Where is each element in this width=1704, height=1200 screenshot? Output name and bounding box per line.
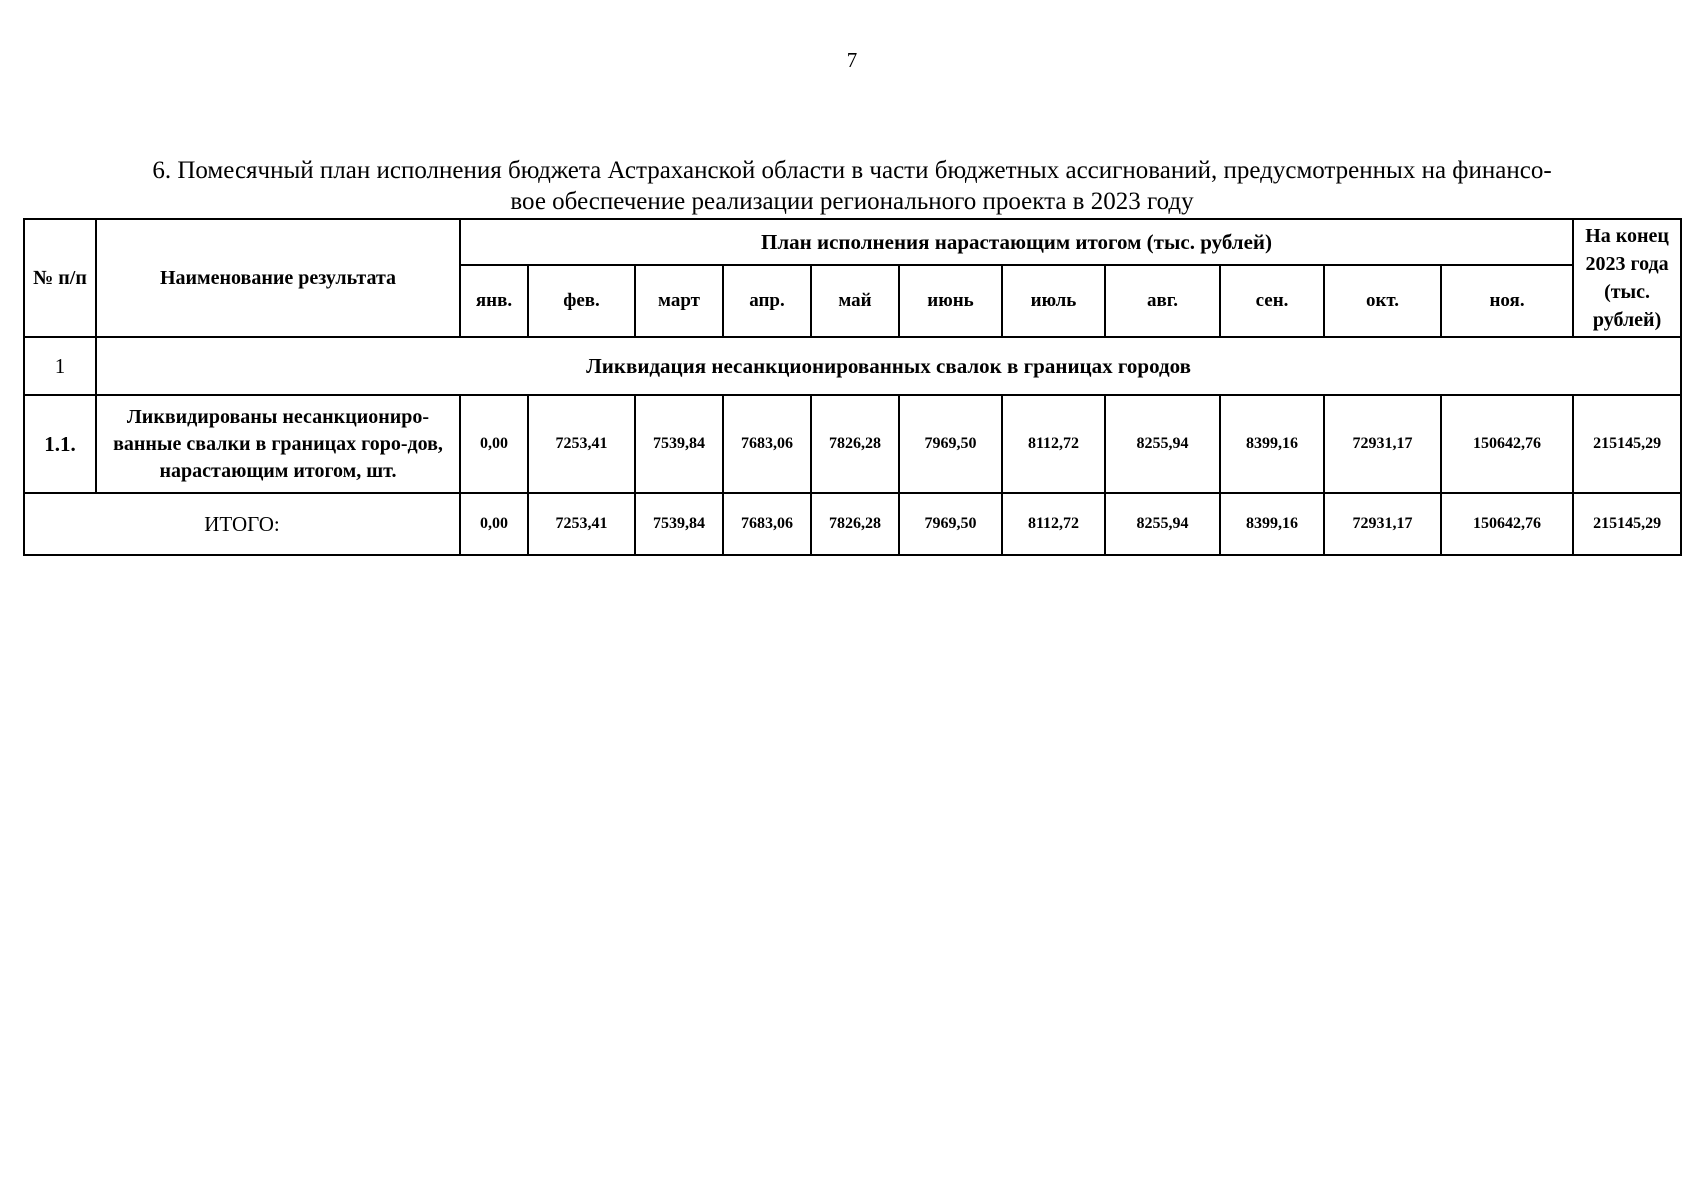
page-number: 7: [846, 48, 858, 72]
month-header: сен.: [1220, 265, 1324, 337]
result-name: Ликвидированы несанкциониро-ванные свалки в границах горо-дов, нарастающим итогом, шт.: [96, 395, 460, 493]
document-title-line-2: вое обеспечение реализации регионального проекта в 2023 году: [510, 188, 1194, 215]
result-value-cell: 8255,94: [1105, 395, 1220, 493]
total-row: [24, 493, 1681, 555]
result-value-cell: 7969,50: [899, 395, 1002, 493]
month-header: апр.: [723, 265, 811, 337]
total-value-cell: 7539,84: [635, 493, 723, 555]
month-header: янв.: [460, 265, 528, 337]
month-header: май: [811, 265, 899, 337]
col-header-result-name: Наименование результата: [96, 219, 460, 337]
result-row: [24, 395, 1681, 493]
month-header: окт.: [1324, 265, 1441, 337]
total-value-cell: 8255,94: [1105, 493, 1220, 555]
col-header-number: № п/п: [24, 219, 96, 337]
section-title: Ликвидация несанкционированных свалок в границах городов: [96, 337, 1681, 395]
col-header-plan: План исполнения нарастающим итогом (тыс. рублей): [460, 219, 1573, 265]
month-header: март: [635, 265, 723, 337]
document-title: [24, 155, 1680, 217]
result-value-cell: 7253,41: [528, 395, 635, 493]
result-number: 1.1.: [24, 395, 96, 493]
total-value-cell: 72931,17: [1324, 493, 1441, 555]
total-value-cell: 7969,50: [899, 493, 1002, 555]
total-value-cell: 7826,28: [811, 493, 899, 555]
result-value-cell: 7683,06: [723, 395, 811, 493]
total-value-cell: 150642,76: [1441, 493, 1573, 555]
total-value-cell: 8112,72: [1002, 493, 1105, 555]
result-value-cell: 7539,84: [635, 395, 723, 493]
month-header: авг.: [1105, 265, 1220, 337]
document-title-line-1: 6. Помесячный план исполнения бюджета Астраханской области в части бюджетных ассигнований, предусмотренных на финансо-: [152, 157, 1552, 184]
result-value-cell: 0,00: [460, 395, 528, 493]
total-year-end-value: 215145,29: [1573, 493, 1681, 555]
total-value-cell: 7253,41: [528, 493, 635, 555]
month-header: июнь: [899, 265, 1002, 337]
month-header: фев.: [528, 265, 635, 337]
total-label: ИТОГО:: [24, 493, 460, 555]
result-value-cell: 7826,28: [811, 395, 899, 493]
total-value-cell: 0,00: [460, 493, 528, 555]
table-header-row: [24, 219, 1681, 265]
result-value-cell: 150642,76: [1441, 395, 1573, 493]
budget-plan-table: [23, 218, 1682, 556]
month-header: июль: [1002, 265, 1105, 337]
total-value-cell: 8399,16: [1220, 493, 1324, 555]
result-value-cell: 72931,17: [1324, 395, 1441, 493]
col-header-year-end: На конец 2023 года (тыс. рублей): [1573, 219, 1681, 337]
section-row: [24, 337, 1681, 395]
month-header: ноя.: [1441, 265, 1573, 337]
result-value-cell: 8112,72: [1002, 395, 1105, 493]
section-number: 1: [24, 337, 96, 395]
result-value-cell: 8399,16: [1220, 395, 1324, 493]
total-value-cell: 7683,06: [723, 493, 811, 555]
result-year-end-value: 215145,29: [1573, 395, 1681, 493]
